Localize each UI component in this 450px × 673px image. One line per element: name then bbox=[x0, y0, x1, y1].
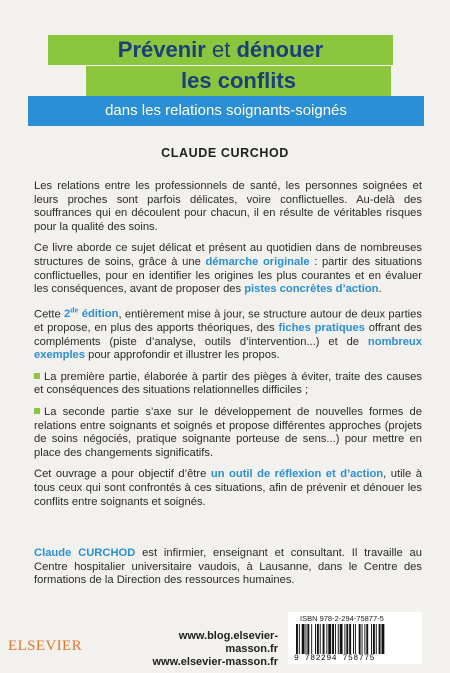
bullet-2-text: La seconde partie s’axe sur le développement de nouvelles formes de relations entre soignants et soignés et propose différentes approches (projets de soins négociés, pratique soignante porteuse de sens...) pour mettre en place des changements significatifs. bbox=[34, 406, 422, 459]
barcode-bar bbox=[353, 624, 354, 654]
paragraph-2-part-a: Ce livre aborde ce sujet délicat et présent au quotidien dans de nombreuses structures de soins, grâce à une bbox=[34, 242, 422, 268]
barcode-bar bbox=[382, 624, 385, 654]
barcode-bar bbox=[344, 624, 345, 654]
bullet-1 bbox=[34, 371, 422, 398]
barcode-bar bbox=[349, 624, 351, 654]
highlight-fiches: fiches pratiques bbox=[278, 322, 365, 335]
barcode-bar bbox=[355, 624, 356, 654]
title-line-2: les conflits bbox=[181, 68, 296, 93]
highlight-exemples: nombreux exemples bbox=[34, 335, 422, 362]
title-line-1 bbox=[48, 35, 393, 65]
barcode-bar bbox=[323, 624, 325, 654]
bullet-square-icon bbox=[34, 408, 40, 414]
barcode-bar bbox=[346, 624, 348, 654]
barcode-bar bbox=[379, 624, 381, 654]
barcode-number: 9 782294 758775 bbox=[294, 654, 376, 663]
paragraph-3-part-c: offrant des compléments (piste d’analyse, outils d’intervention...) et de bbox=[34, 322, 422, 348]
author-name: CLAUDE CURCHOD bbox=[161, 146, 289, 160]
bullet-1-text: La première partie, élaborée à partir des pièges à éviter, traite des causes et conséquences des situations relationnelles difficiles ; bbox=[34, 370, 422, 397]
barcode-bar bbox=[340, 624, 343, 654]
barcode-bar bbox=[338, 624, 339, 654]
barcode-bar bbox=[332, 624, 334, 654]
bio-text: est infirmier, enseignant et consultant. Il travaille au Centre hospitalier universitaire vaudois, à Lausanne, dans le Centre des formations de la Direction des ressources humaines. bbox=[34, 547, 423, 587]
bullet-square-icon bbox=[34, 373, 40, 379]
publisher-urls bbox=[150, 630, 278, 669]
barcode-bar bbox=[359, 624, 361, 654]
barcode-bar bbox=[302, 624, 305, 654]
bullet-2 bbox=[34, 406, 422, 460]
paragraph-2 bbox=[34, 242, 422, 296]
barcode-bar bbox=[371, 624, 372, 654]
edition-number: 2 bbox=[64, 308, 71, 321]
url-blog[interactable]: www.blog.elsevier-masson.fr bbox=[178, 630, 278, 655]
paragraph-3-part-b: , entièrement mise à jour, se structure autour de deux parties et propose, en plus des apports théoriques, des bbox=[34, 308, 422, 335]
title-word-3: dénouer bbox=[236, 37, 324, 62]
barcode-bar bbox=[315, 624, 316, 654]
publisher-logo: ELSEVIER bbox=[8, 638, 83, 654]
barcode-bar bbox=[307, 624, 309, 654]
description-text bbox=[34, 180, 422, 517]
barcode-bar bbox=[335, 624, 336, 654]
paragraph-2-part-b: : partir des situations conflictuelles, pour en identifier les origines les plus courantes et en évaluer les conséquences, avant de proposer des bbox=[34, 255, 422, 296]
barcode-bar bbox=[364, 624, 365, 654]
title-word-2: et bbox=[211, 37, 231, 62]
paragraph-4-part-a: Cet ouvrage a pour objectif d’être bbox=[34, 468, 211, 481]
paragraph-3-part-d: pour approfondir et illustrer les propos. bbox=[85, 349, 280, 362]
barcode-bar bbox=[311, 624, 312, 654]
paragraph-3 bbox=[34, 305, 422, 363]
barcode-bar bbox=[328, 624, 331, 654]
author-bio bbox=[34, 547, 422, 588]
barcode-bar bbox=[299, 624, 300, 654]
isbn-label: ISBN 978-2-294-75877-5 bbox=[300, 614, 384, 623]
barcode-bar bbox=[366, 624, 368, 654]
paragraph-3-part-a: Cette bbox=[34, 308, 65, 321]
barcode-icon bbox=[296, 624, 416, 654]
barcode-bar bbox=[373, 624, 375, 654]
barcode-bar bbox=[376, 624, 377, 654]
paragraph-2-part-c: . bbox=[378, 283, 382, 296]
highlight-demarche: démarche originale bbox=[205, 255, 310, 268]
paragraph-4 bbox=[34, 468, 422, 509]
barcode-bar bbox=[320, 624, 321, 654]
paragraph-4-part-b: , utile à tous ceux qui sont confrontés à ces situations, afin de prévenir et dénouer les conflits entre soignants et soignés. bbox=[34, 468, 422, 508]
barcode-bar bbox=[362, 624, 363, 654]
subtitle: dans les relations soignants-soignés bbox=[105, 102, 347, 119]
paragraph-1: Les relations entre les professionnels de santé, les personnes soignées et leurs proches sont parfois délicates, voire conflictuelles. Au-delà des souffrances qui en découlent pour chacun, il en résulte de véritables risques pour la qualité des soins. bbox=[34, 180, 422, 233]
bio-author-name: Claude CURCHOD bbox=[34, 547, 136, 559]
title-word-1: Prévenir bbox=[117, 37, 206, 62]
highlight-edition bbox=[64, 308, 118, 320]
highlight-outil: un outil de réflexion et d’action bbox=[210, 468, 384, 481]
barcode-bar bbox=[306, 624, 307, 654]
barcode-bar bbox=[317, 624, 319, 654]
barcode-bar bbox=[326, 624, 327, 654]
edition-word: édition bbox=[78, 308, 119, 321]
barcode-bar bbox=[296, 624, 298, 654]
url-site[interactable]: www.elsevier-masson.fr bbox=[152, 656, 278, 668]
edition-suffix: de bbox=[70, 307, 79, 315]
highlight-pistes: pistes concrètes d’action bbox=[244, 283, 379, 296]
